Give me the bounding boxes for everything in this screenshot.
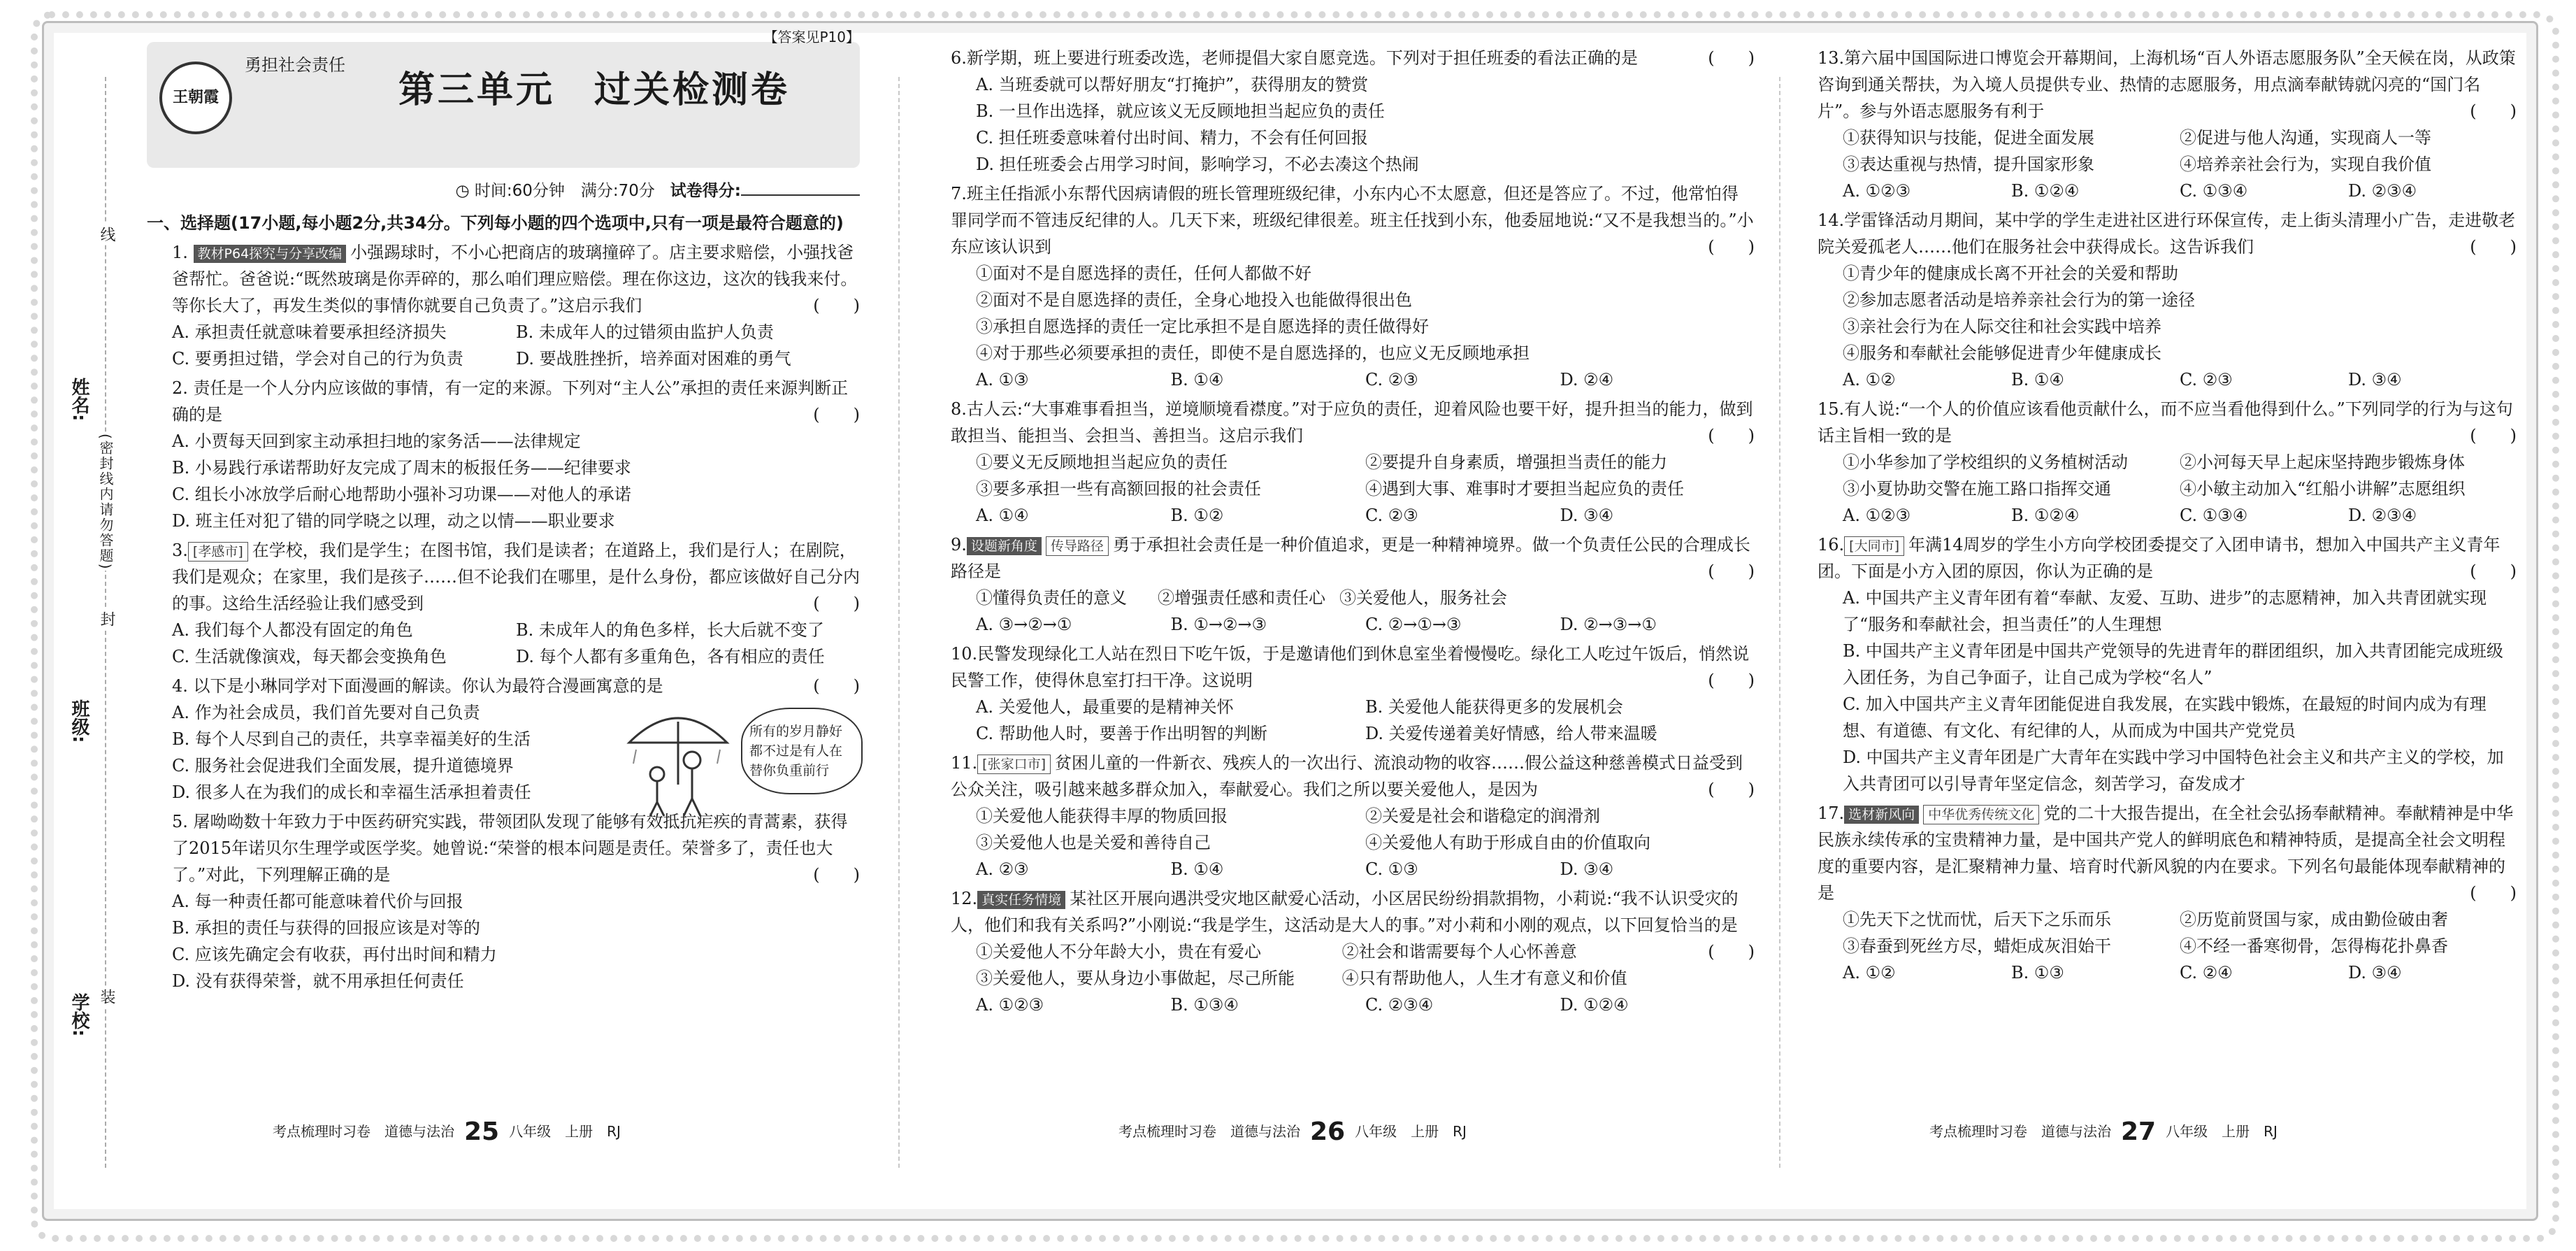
text-line: C. ②③ xyxy=(1365,506,1418,525)
text-line: A. ①④ xyxy=(976,506,1029,525)
text-line: ①关爱他人不分年龄大小，贵在有爱心 xyxy=(976,942,1261,962)
text-line: ①懂得负责任的意义 xyxy=(976,588,1127,608)
question-6 xyxy=(951,45,1755,178)
text-line: 年满14周岁的学生小方向学校团委提交了入团申请书，想加入中国共产主义青年团。下面是小方入团的原因，你认为正确的是 xyxy=(1818,535,2501,581)
text-line: ②要提升自身素质，增强担当责任的能力 xyxy=(1365,452,1667,472)
option-list xyxy=(1818,178,2517,204)
page-number: 25 xyxy=(464,1117,500,1146)
question-1 xyxy=(147,239,860,372)
text-line: B. 小易践行承诺帮助好友完成了周末的板报任务——纪律要求 xyxy=(172,458,631,478)
text-line: 16. xyxy=(1818,535,1845,555)
option-list xyxy=(1818,585,2517,797)
text-line: B. ①→②→③ xyxy=(1170,615,1267,634)
text-line: 班主任指派小东帮代因病请假的班长管理班级纪律，小东内心不太愿意，但还是答应了。不过，他常怕得罪同学而不管违反纪律的人。几天下来，班级纪律很差。班主任找到小东，他委屈地说:“又不是我想当的。”小东应该认识到 xyxy=(951,184,1754,257)
answer-blank[interactable]: ( ) xyxy=(1708,562,1755,581)
text-line: A. 当班委就可以帮好朋友“打掩护”，获得朋友的赞赏 xyxy=(976,75,1369,94)
option-list xyxy=(147,888,860,994)
question-tag: 传导路径 xyxy=(1046,536,1109,556)
text-line: ③关爱他人，要从身边小事做起，尽己所能 xyxy=(976,968,1295,988)
option-list xyxy=(951,449,1755,502)
text-line: 贫困儿童的一件新衣、残疾人的一次出行、流浪动物的收容……假公益这种慈善模式日益受到公众关注，吸引越来越多群众加入，奉献爱心。我们之所以要关爱他人，是因为 xyxy=(951,753,1743,799)
question-tag: 选材新风向 xyxy=(1844,806,1919,824)
text-line: ①要义无反顾地担当起应负的责任 xyxy=(976,452,1228,472)
text-line: 第六届中国国际进口博览会开幕期间，上海机场“百人外语志愿服务队”全天候在岗，从政策咨询到通关帮扶，为入境人员提供专业、热情的志愿服务，用点滴奉献铸就闪亮的“国门名片”。参与外语志愿服务有利于 xyxy=(1818,48,2516,121)
answer-blank[interactable]: ( ) xyxy=(2470,883,2517,903)
option-list xyxy=(1818,124,2517,178)
question-stem xyxy=(147,808,860,888)
option-list xyxy=(1818,906,2517,959)
question-tag: 真实任务情境 xyxy=(977,891,1065,909)
text-line: A. 作为社会成员，我们首先要对自己负责 xyxy=(172,703,480,722)
option-list xyxy=(1818,260,2517,366)
text-line: D. ②③④ xyxy=(2348,506,2417,525)
text-line: B. ①②④ xyxy=(2011,181,2080,201)
question-tag: [孝感市] xyxy=(188,542,248,562)
text-line: B. ①④ xyxy=(1170,370,1224,389)
text-line: 以下是小琳同学对下面漫画的解读。你认为最符合漫画寓意的是 xyxy=(193,676,663,696)
text-line: 考点梳理时习卷 道德与法治 xyxy=(1118,1122,1300,1140)
text-line: 12. xyxy=(951,889,978,908)
text-line: 考点梳理时习卷 道德与法治 xyxy=(1929,1122,2111,1140)
text-line: A. ①②③ xyxy=(976,995,1044,1015)
question-11 xyxy=(951,750,1755,882)
text-line: ②促进与他人沟通，实现商人一等 xyxy=(2180,128,2431,148)
question-stem xyxy=(1818,800,2517,906)
cartoon-caption: 所有的岁月静好都不过是有人在替你负重前行 xyxy=(741,708,863,794)
text-line: ④对于那些必须要承担的责任，即使不是自愿选择的，也应义无反顾地承担 xyxy=(976,343,1530,363)
text-line: A. ①② xyxy=(1843,963,1896,982)
text-line: ②关爱是社会和谐稳定的润滑剂 xyxy=(1365,806,1600,826)
question-16 xyxy=(1818,531,2517,797)
text-line: D. ③④ xyxy=(1560,859,1614,879)
text-line: 小强踢球时，不小心把商店的玻璃撞碎了。店主要求赔偿，小强找爸爸帮忙。爸爸说:“既然玻璃是你弄碎的，那么咱们理应赔偿。理在你这边，这次的钱我来付。等你长大了，再发生类似的事情你就要自己负责了。”这启示我们 xyxy=(172,243,858,315)
page-footer xyxy=(1118,1118,1467,1146)
text-line: B. 每个人尽到自己的责任，共享幸福美好的生活 xyxy=(172,729,531,749)
text-line: ④培养亲社会行为，实现自我价值 xyxy=(2180,155,2431,174)
text-line: 6. xyxy=(951,48,967,68)
text-line: 屠呦呦数十年致力于中医药研究实践，带领团队发现了能够有效抵抗疟疾的青蒿素，获得了2015年诺贝尔生理学或医学奖。她曾说:“荣誉的根本问题是责任。荣誉多了，责任也大了。”对此，下列理解正确的是 xyxy=(172,812,848,885)
text-line: D. ①②④ xyxy=(1560,995,1629,1015)
text-line: ②小河每天早上起床坚持跑步锻炼身体 xyxy=(2180,452,2465,472)
text-line: ④小敏主动加入“红船小讲解”志愿组织 xyxy=(2180,479,2466,499)
text-line: ④只有帮助他人，人生才有意义和价值 xyxy=(1341,968,1627,988)
text-line: A. 中国共产主义青年团有着“奉献、友爱、互助、进步”的志愿精神，加入共青团就实现了“服务和奉献社会，担当责任”的人生理想 xyxy=(1843,588,2487,634)
answer-blank[interactable]: ( ) xyxy=(1708,237,1755,257)
question-stem xyxy=(147,673,860,699)
text-line: 某社区开展向遇洪受灾地区献爱心活动，小区居民纷纷捐款捐物，小莉说:“我不认识受灾的人，他们和我有关系吗?”小刚说:“我是学生，这活动是大人的事。”对小莉和小刚的观点，以下回复恰当的是 xyxy=(951,889,1739,935)
unit-subtitle: 勇担社会责任 xyxy=(245,55,345,75)
option-list xyxy=(1818,366,2517,393)
text-line: ④关爱他人有助于形成自由的价值取向 xyxy=(1365,833,1650,852)
text-line: C. ②③ xyxy=(2180,370,2233,389)
text-line: D. 班主任对犯了错的同学晓之以理，动之以情——职业要求 xyxy=(172,511,615,531)
text-line: C. 加入中国共产主义青年团能促进自我发展，在实践中锻炼，在最短的时间内成为有理想、有道德、有文化、有纪律的人，从而成为中国共产党党员 xyxy=(1843,694,2487,741)
text-line: ③春蚕到死丝方尽，蜡炬成灰泪始干 xyxy=(1843,936,2111,956)
binding-mark-bind: 装 xyxy=(96,986,117,1007)
text-line: ④遇到大事、难事时才要担当起应负的责任 xyxy=(1365,479,1684,499)
text-line: B. 关爱他人能获得更多的发展机会 xyxy=(1365,697,1623,717)
text-line: ①先天下之忧而忧，后天下之乐而乐 xyxy=(1843,910,2111,929)
text-line: D. 每个人都有多重角色，各有相应的责任 xyxy=(516,647,825,666)
text-line: B. 中国共产主义青年团是中国共产党领导的先进青年的群团组织，加入共青团能完成班级入团任务，为自己争面子，让自己成为学校“名人” xyxy=(1843,641,2503,687)
text-line: 八年级 上册 RJ xyxy=(1355,1122,1467,1140)
text-line: 5. xyxy=(172,812,188,831)
answer-blank[interactable]: ( ) xyxy=(2470,562,2517,581)
text-line: 7. xyxy=(951,184,967,203)
text-line: B. 未成年人的过错须由监护人负责 xyxy=(516,322,774,342)
text-line: ③亲社会行为在人际交往和社会实践中培养 xyxy=(1843,317,2161,336)
text-line: 4. xyxy=(172,676,188,696)
text-line: 13. xyxy=(1818,48,1845,68)
page-footer xyxy=(1929,1118,2278,1146)
binding-mark-seal: 封 xyxy=(96,608,117,629)
text-line: C. ①③④ xyxy=(2180,181,2248,201)
question-stem xyxy=(1818,531,2517,585)
text-line: C. 应该先确定会有收获，再付出时间和精力 xyxy=(172,945,497,964)
text-line: D. ③④ xyxy=(1560,506,1614,525)
class-label: 班级: xyxy=(69,699,89,743)
text-line: C. ①③ xyxy=(1365,859,1418,879)
question-tag: 中华优秀传统文化 xyxy=(1923,805,2039,824)
text-line: ②参加志愿者活动是培养亲社会行为的第一途径 xyxy=(1843,290,2195,310)
text-line: ③关爱他人，服务社会 xyxy=(1339,588,1507,608)
answer-blank[interactable]: ( ) xyxy=(813,865,860,885)
text-line: A. 每一种责任都可能意味着代价与回报 xyxy=(172,892,463,911)
text-line: D. ③④ xyxy=(2348,963,2402,982)
answer-reference: 【答案见P10】 xyxy=(763,29,860,45)
option-list xyxy=(951,611,1755,638)
text-line: ③承担自愿选择的责任一定比承担不是自愿选择的责任做得好 xyxy=(976,317,1429,336)
text-line: C. 服务社会促进我们全面发展，提升道德境界 xyxy=(172,756,514,775)
school-label: 学校: xyxy=(69,993,89,1037)
text-line: D. 要战胜挫折，培养面对困难的勇气 xyxy=(516,349,791,369)
text-line: B. ①②④ xyxy=(2011,506,2080,525)
text-line: ①关爱他人能获得丰厚的物质回报 xyxy=(976,806,1228,826)
question-stem xyxy=(147,375,860,428)
exam-header xyxy=(147,29,860,168)
answer-blank[interactable]: ( ) xyxy=(1708,48,1755,68)
text-line: A. ①②③ xyxy=(1843,506,1911,525)
answer-blank[interactable]: ( ) xyxy=(2470,237,2517,257)
answer-blank[interactable]: ( ) xyxy=(813,405,860,424)
text-line: ④不经一番寒彻骨，怎得梅花扑鼻香 xyxy=(2180,936,2448,956)
text-line: A. ②③ xyxy=(976,859,1029,879)
option-list xyxy=(951,992,1755,1018)
text-line: D. 关爱传递着美好情感，给人带来温暖 xyxy=(1365,724,1657,743)
question-stem xyxy=(1818,45,2517,124)
text-line: 17. xyxy=(1818,803,1845,823)
text-line: 古人云:“大事难事看担当，逆境顺境看襟度。”对于应负的责任，迎着风险也要干好，提升担当的能力，做到敢担当、能担当、会担当、善担当。这启示我们 xyxy=(951,399,1753,445)
text-line: C. 要勇担过错，学会对自己的行为负责 xyxy=(172,349,463,369)
column-2 xyxy=(951,42,1755,1154)
text-line: D. ③④ xyxy=(2348,370,2402,389)
text-line: C. 帮助他人时，要善于作出明智的判断 xyxy=(976,724,1267,743)
text-line: 3. xyxy=(172,541,188,560)
answer-blank[interactable]: ( ) xyxy=(2470,101,2517,121)
question-stem xyxy=(147,239,860,319)
option-list xyxy=(951,502,1755,529)
text-line: A. 我们每个人都没有固定的角色 xyxy=(172,620,413,640)
question-stem xyxy=(951,396,1755,449)
question-tag: [大同市] xyxy=(1844,536,1904,556)
question-stem xyxy=(951,531,1755,585)
text-line: B. ①② xyxy=(1170,506,1224,525)
binding-mark-line: 线 xyxy=(96,224,117,245)
question-2 xyxy=(147,375,860,534)
cartoon-illustration xyxy=(615,701,846,820)
text-line: 责任是一个人分内应该做的事情，有一定的来源。下列对“主人公”承担的责任来源判断正确的是 xyxy=(172,378,849,424)
option-list xyxy=(147,617,860,670)
answer-blank[interactable]: ( ) xyxy=(1708,780,1755,799)
text-line: A. ①② xyxy=(1843,370,1896,389)
question-tag: 教材P64探究与分享改编 xyxy=(194,245,347,263)
text-line: C. ②→①→③ xyxy=(1365,615,1462,634)
text-line: 在学校，我们是学生；在图书馆，我们是读者；在道路上，我们是行人；在剧院，我们是观众；在家里，我们是孩子……但不论我们在哪里，是什么身份，都应该做好自己分内的事。这给生活经验让我们感受到 xyxy=(172,541,860,613)
text-line: 学雷锋活动月期间，某中学的学生走进社区进行环保宣传，走上街头清理小广告，走进敬老院关爱孤老人……他们在服务社会中获得成长。这告诉我们 xyxy=(1818,210,2516,257)
text-line: 14. xyxy=(1818,210,1845,230)
text-line: A. ③→②→① xyxy=(976,615,1072,634)
text-line: 10. xyxy=(951,644,978,664)
text-line: D. 很多人在为我们的成长和幸福生活承担着责任 xyxy=(172,782,531,802)
text-line: 党的二十大报告提出，在全社会弘扬奉献精神。奉献精神是中华民族永续传承的宝贵精神力量，是中国共产党人的鲜明底色和精神特质，是提高全社会文明程度的重要内容，是汇聚精神力量、培育时代新风貌的内在要求。下列名句最能体现奉献精神的是 xyxy=(1818,803,2514,903)
text-line: D. 担任班委会占用学习时间，影响学习，不必去凑这个热闹 xyxy=(976,155,1419,174)
option-list xyxy=(147,428,860,534)
question-7 xyxy=(951,180,1755,393)
umbrella-figures-icon xyxy=(615,701,741,820)
question-tag: [张家口市] xyxy=(977,755,1051,774)
name-label: 姓名: xyxy=(69,378,89,422)
text-line: 勇于承担社会责任是一种价值追求，更是一种精神境界。做一个负责任公民的合理成长路径是 xyxy=(951,535,1750,581)
question-14 xyxy=(1818,207,2517,393)
question-stem xyxy=(951,750,1755,803)
column-divider xyxy=(898,77,900,1168)
text-line: 11. xyxy=(951,753,978,773)
question-15 xyxy=(1818,396,2517,529)
question-stem xyxy=(1818,207,2517,260)
question-8 xyxy=(951,396,1755,529)
question-4 xyxy=(147,673,860,806)
exam-title: 第三单元 过关检测卷 xyxy=(398,69,791,111)
answer-blank[interactable]: ( ) xyxy=(2470,426,2517,445)
text-line: A. ①③ xyxy=(976,370,1029,389)
option-list xyxy=(147,319,860,372)
page-number: 27 xyxy=(2121,1117,2157,1146)
question-12 xyxy=(951,885,1755,1018)
option-list xyxy=(951,856,1755,882)
question-10 xyxy=(951,641,1755,747)
text-line: C. 生活就像演戏，每天都会变换角色 xyxy=(172,647,447,666)
answer-blank[interactable]: ( ) xyxy=(813,676,860,696)
question-5 xyxy=(147,808,860,994)
text-line: D. 没有获得荣誉，就不用承担任何责任 xyxy=(172,971,464,991)
text-line: B. ①④ xyxy=(1170,859,1224,879)
text-line: C. 组长小冰放学后耐心地帮助小强补习功课——对他人的承诺 xyxy=(172,485,631,504)
text-line: ③要多承担一些有高额回报的社会责任 xyxy=(976,479,1261,499)
question-tag: 设题新角度 xyxy=(967,537,1042,555)
exam-meta xyxy=(147,178,860,204)
text-line: 2. xyxy=(172,378,188,398)
option-list xyxy=(951,366,1755,393)
text-line: ③表达重视与热情，提升国家形象 xyxy=(1843,155,2094,174)
option-list xyxy=(951,938,1708,992)
text-line: C. ②③ xyxy=(1365,370,1418,389)
option-list xyxy=(147,699,591,806)
column-3 xyxy=(1818,42,2517,1154)
score-label: 试卷得分: xyxy=(670,182,741,200)
time-score: 时间:60分钟 满分:70分 xyxy=(474,182,655,200)
text-line: 民警发现绿化工人站在烈日下吃午饭，于是邀请他们到休息室坐着慢慢吃。绿化工人吃过午饭后，悄然说民警工作，使得休息室打扫干净。这说明 xyxy=(951,644,1750,690)
text-line: ①小华参加了学校组织的义务植树活动 xyxy=(1843,452,2128,472)
text-line: B. ①③ xyxy=(2011,963,2064,982)
binding-note: (密封线内请勿答题) xyxy=(96,434,116,571)
answer-blank[interactable]: ( ) xyxy=(1708,671,1755,690)
text-line: D. ②③④ xyxy=(2348,181,2417,201)
question-3 xyxy=(147,537,860,670)
text-line: D. ②→③→① xyxy=(1560,615,1657,634)
text-line: C. 担任班委意味着付出时间、精力，不会有任何回报 xyxy=(976,128,1368,148)
option-list xyxy=(951,694,1755,747)
score-blank[interactable] xyxy=(741,194,860,196)
option-list xyxy=(1818,959,2517,986)
column-1 xyxy=(147,29,860,1154)
option-list xyxy=(951,803,1755,856)
question-stem xyxy=(951,45,1755,71)
text-line: 15. xyxy=(1818,399,1845,419)
text-line: ③关爱他人也是关爱和善待自己 xyxy=(976,833,1211,852)
answer-blank[interactable]: ( ) xyxy=(813,594,860,613)
clock-icon: ◷ xyxy=(455,182,470,200)
text-line: ②面对不是自愿选择的责任，全身心地投入也能做得很出色 xyxy=(976,290,1412,310)
text-line: 八年级 上册 RJ xyxy=(2166,1122,2278,1140)
publisher-logo xyxy=(159,62,232,134)
question-stem xyxy=(951,180,1755,260)
text-line: C. ②③④ xyxy=(1365,995,1434,1015)
text-line: 1. xyxy=(172,243,188,262)
text-line: B. 未成年人的角色多样，长大后就不变了 xyxy=(516,620,824,640)
text-line: A. 承担责任就意味着要承担经济损失 xyxy=(172,322,447,342)
text-line: C. ②④ xyxy=(2180,963,2233,982)
text-line: B. ①③④ xyxy=(1170,995,1239,1015)
text-line: ③小夏协助交警在施工路口指挥交通 xyxy=(1843,479,2111,499)
text-line: ②社会和谐需要每个人心怀善意 xyxy=(1341,942,1577,962)
text-line: ①面对不是自愿选择的责任，任何人都做不好 xyxy=(976,264,1311,283)
text-line: ①获得知识与技能，促进全面发展 xyxy=(1843,128,2094,148)
text-line: A. ①②③ xyxy=(1843,181,1911,201)
text-line: A. 关爱他人，最重要的是精神关怀 xyxy=(976,697,1234,717)
option-list xyxy=(951,71,1755,178)
option-list xyxy=(1818,449,2517,502)
text-line: C. ①③④ xyxy=(2180,506,2248,525)
answer-blank[interactable]: ( ) xyxy=(813,296,860,315)
question-stem xyxy=(1818,396,2517,449)
page-number: 26 xyxy=(1310,1117,1346,1146)
text-line: B. ①④ xyxy=(2011,370,2064,389)
text-line: ②历览前贤国与家，成由勤俭破由奢 xyxy=(2180,910,2448,929)
text-line: 新学期，班上要进行班委改选，老师提倡大家自愿竞选。下列对于担任班委的看法正确的是 xyxy=(966,48,1638,68)
question-stem xyxy=(951,641,1755,694)
answer-blank[interactable]: ( ) xyxy=(1708,426,1755,445)
question-9 xyxy=(951,531,1755,638)
answer-blank[interactable]: ( ) xyxy=(1708,942,1755,962)
logo-text: 王朝霞 xyxy=(172,89,219,106)
option-list xyxy=(1818,502,2517,529)
page-footer xyxy=(273,1118,621,1146)
text-line: B. 承担的责任与获得的回报应该是对等的 xyxy=(172,918,480,938)
option-list xyxy=(951,260,1755,366)
text-line: D. 中国共产主义青年团是广大青年在实践中学习中国特色社会主义和共产主义的学校，加入共青团可以引导青年坚定信念，刻苦学习，奋发成才 xyxy=(1843,748,2504,794)
text-line: ②增强责任感和责任心 xyxy=(1158,588,1325,608)
text-line: D. ②④ xyxy=(1560,370,1614,389)
question-stem xyxy=(147,537,860,617)
text-line: 有人说:“一个人的价值应该看他贡献什么，而不应当看他得到什么。”下列同学的行为与这句话主旨相一致的是 xyxy=(1818,399,2513,445)
text-line: 8. xyxy=(951,399,967,419)
question-17 xyxy=(1818,800,2517,986)
text-line: ④服务和奉献社会能够促进青少年健康成长 xyxy=(1843,343,2161,363)
text-line: 考点梳理时习卷 道德与法治 xyxy=(273,1122,454,1140)
text-line: ①青少年的健康成长离不开社会的关爱和帮助 xyxy=(1843,264,2178,283)
text-line: B. 一旦作出选择，就应该义无反顾地担当起应负的责任 xyxy=(976,101,1385,121)
text-line: 9. xyxy=(951,535,967,555)
section-heading: 一、选择题(17小题,每小题2分,共34分。下列每小题的四个选项中,只有一项是最符合题意的) xyxy=(147,213,844,233)
text-line: A. 小贾每天回到家主动承担扫地的家务活——法律规定 xyxy=(172,431,581,451)
text-line: 八年级 上册 RJ xyxy=(509,1122,621,1140)
question-13 xyxy=(1818,45,2517,204)
column-divider xyxy=(1779,77,1780,1168)
